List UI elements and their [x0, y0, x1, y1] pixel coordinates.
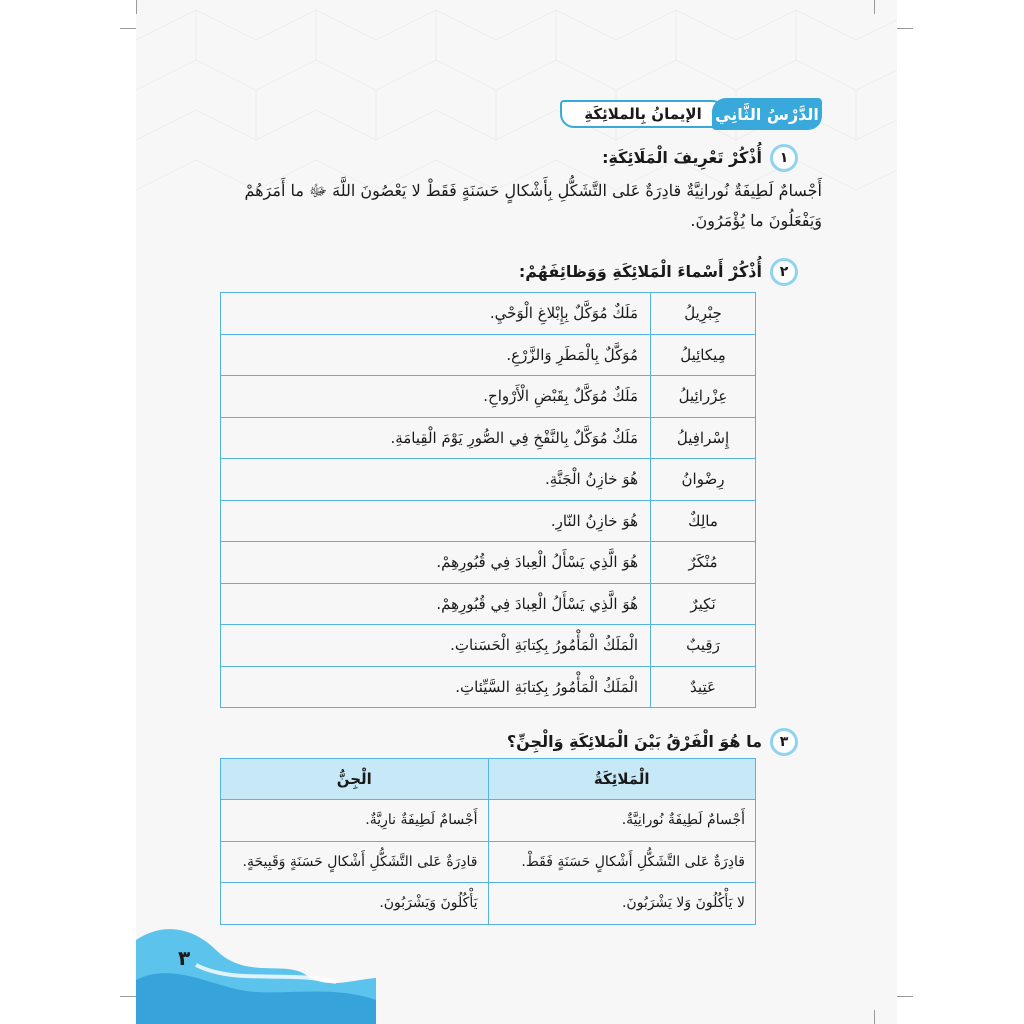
- angel-name: إِسْرافِيلُ: [651, 417, 756, 459]
- angel-name: رَقِيبٌ: [651, 625, 756, 667]
- angel-duty: هُوَ الَّذِي يَسْأَلُ الْعِبادَ فِي قُبُورِهِمْ.: [221, 583, 651, 625]
- lesson-label: الدَّرْسُ الثَّانِي: [712, 98, 822, 130]
- table-row: [221, 542, 756, 584]
- table-row: [221, 417, 756, 459]
- angel-duty: الْمَلَكُ الْمَأْمُورُ بِكِتابَةِ السَّيِّئاتِ.: [221, 666, 651, 708]
- angels-cell: أَجْسامٌ لَطِيفَةٌ نُورانِيَّةٌ.: [488, 800, 756, 842]
- table-row: [221, 293, 756, 335]
- table-row: [221, 334, 756, 376]
- table-header-row: [221, 759, 756, 800]
- angels-cell: لا يَأْكُلُونَ وَلا يَشْرَبُونَ.: [488, 883, 756, 925]
- jinn-cell: أَجْسامٌ لَطِيفَةٌ نارِيَّةٌ.: [221, 800, 489, 842]
- page-number: ٣: [178, 946, 191, 970]
- table-row: [221, 583, 756, 625]
- jinn-cell: قادِرَةٌ عَلى التَّشَكُّلِ أَشْكالٍ حَسَنَةٍ وَقَبِيحَةٍ.: [221, 841, 489, 883]
- angel-duty: هُوَ خازِنُ النّارِ.: [221, 500, 651, 542]
- angel-name: مِيكائِيلُ: [651, 334, 756, 376]
- question-2-prompt: أُذْكُرْ أَسْماءَ الْمَلائِكَةِ وَوَظائِفَهُمْ:: [518, 262, 762, 281]
- footer-wave: [136, 920, 376, 1024]
- crop-mark: [136, 0, 137, 14]
- table-row: [221, 625, 756, 667]
- angel-duty: مَلَكٌ مُوَكَّلٌ بِقَبْضِ الْأَرْواحِ.: [221, 376, 651, 418]
- jinn-cell: يَأْكُلُونَ وَيَشْرَبُونَ.: [221, 883, 489, 925]
- question-1-number: ١: [770, 144, 798, 172]
- angels-cell: قادِرَةٌ عَلى التَّشَكُّلِ أَشْكالٍ حَسَنَةٍ فَقَطْ.: [488, 841, 756, 883]
- table-row: [221, 800, 756, 842]
- angel-name: رِضْوانُ: [651, 459, 756, 501]
- question-3-number: ٣: [770, 728, 798, 756]
- angel-name: عَتِيدٌ: [651, 666, 756, 708]
- angel-duty: مُوَكَّلٌ بِالْمَطَرِ وَالزَّرْعِ.: [221, 334, 651, 376]
- header-jinn: الْجِنُّ: [221, 759, 489, 800]
- table-row: [221, 841, 756, 883]
- angel-duty: هُوَ خازِنُ الْجَنَّةِ.: [221, 459, 651, 501]
- header-angels: الْمَلائِكَةُ: [488, 759, 756, 800]
- question-1-prompt: أُذْكُرْ تَعْرِيفَ الْمَلَائِكَةِ:: [602, 148, 762, 167]
- angel-duty: مَلَكٌ مُوَكَّلٌ بِإِبْلاغِ الْوَحْيِ.: [221, 293, 651, 335]
- crop-mark: [120, 28, 136, 29]
- crop-mark: [897, 28, 913, 29]
- angel-name: مُنْكَرٌ: [651, 542, 756, 584]
- angel-name: نَكِيرٌ: [651, 583, 756, 625]
- crop-mark: [874, 1010, 875, 1024]
- angels-vs-jinn-table: [220, 758, 756, 925]
- table-row: [221, 376, 756, 418]
- table-row: [221, 500, 756, 542]
- angel-duty: هُوَ الَّذِي يَسْأَلُ الْعِبادَ فِي قُبُورِهِمْ.: [221, 542, 651, 584]
- question-3-prompt: ما هُوَ الْفَرْقُ بَيْنَ الْمَلائِكَةِ وَالْجِنِّ؟: [506, 732, 762, 751]
- angel-duty: مَلَكٌ مُوَكَّلٌ بِالنَّفْخِ فِي الصُّورِ يَوْمَ الْقِيامَةِ.: [221, 417, 651, 459]
- angel-duty: الْمَلَكُ الْمَأْمُورُ بِكِتابَةِ الْحَسَناتِ.: [221, 625, 651, 667]
- angels-table: [220, 292, 756, 708]
- lesson-title-badge: [560, 98, 822, 130]
- table-row: [221, 666, 756, 708]
- crop-mark: [120, 996, 136, 997]
- crop-mark: [897, 996, 913, 997]
- angel-name: جِبْرِيلُ: [651, 293, 756, 335]
- question-1-answer: أَجْسامٌ لَطِيفَةٌ نُورانِيَّةٌ قادِرَةٌ عَلى التَّشَكُّلِ بِأَشْكالٍ حَسَنَةٍ فَقَطْ لا يَعْصُونَ اللَّهَ ﷻ ما أَمَرَهُمْ وَيَفْعَلُونَ ما يُؤْمَرُونَ.: [244, 181, 822, 230]
- crop-mark: [874, 0, 875, 14]
- angel-name: مالِكٌ: [651, 500, 756, 542]
- lesson-title: الإيمانُ بِالملائِكَةِ: [560, 100, 726, 128]
- angel-name: عِزْرائِيلُ: [651, 376, 756, 418]
- table-row: [221, 883, 756, 925]
- question-2-number: ٢: [770, 258, 798, 286]
- table-row: [221, 459, 756, 501]
